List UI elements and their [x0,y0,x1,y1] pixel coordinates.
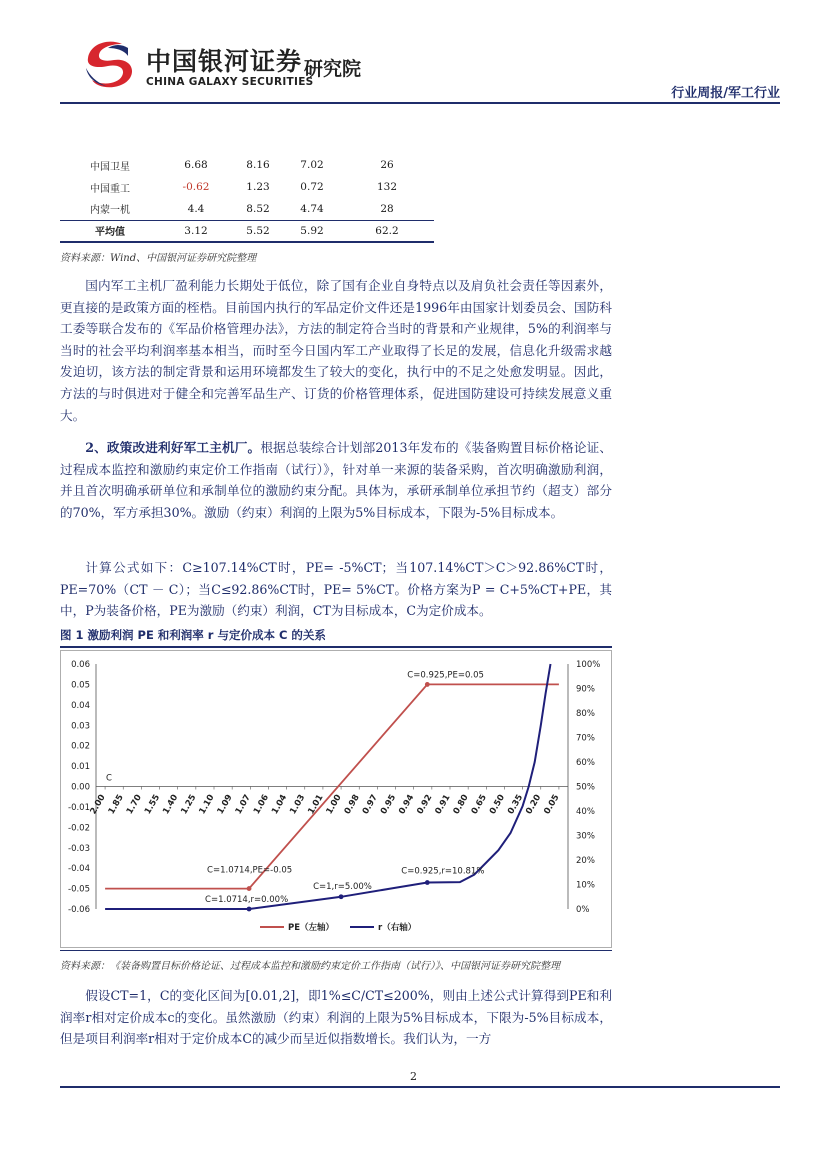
x-tick-label: 1.00 [324,793,344,817]
x-tick-label: 1.85 [106,793,126,817]
x-tick-label: 1.06 [251,793,272,817]
paragraph-policy-improvement [60,437,612,523]
table-cell: 8.16 [246,159,270,171]
figure-title: 图 1 激励利润 PE 和利润率 r 与定价成本 C 的关系 [60,628,326,642]
table-cell: 28 [380,202,394,215]
x-axis-label: C [106,773,112,784]
right-tick-label: 70% [576,733,595,744]
x-tick-label: 0.50 [487,793,508,817]
table-cell: 中国重工 [90,183,130,195]
x-tick-label: 1.70 [124,793,144,817]
left-tick-label: 0.01 [71,762,90,773]
right-tick-label: 50% [576,782,595,793]
data-point-marker [247,886,252,891]
x-tick-label: 1.55 [142,793,163,817]
left-tick-label: -0.01 [68,802,90,813]
x-tick-label: 1.25 [179,793,199,817]
data-label: C=1.0714,r=0.00% [205,895,289,905]
x-tick-label: 0.97 [360,793,380,817]
data-point-marker [339,894,344,899]
page-number: 2 [410,1070,417,1083]
right-tick-label: 100% [576,660,601,670]
left-tick-label: -0.05 [68,884,90,895]
galaxy-logo-icon [78,38,140,90]
table-cell: 4.74 [300,202,324,215]
x-tick-label: 0.20 [524,793,544,817]
x-tick-label: 0.65 [469,793,489,817]
paragraph-assumption: 假设CT=1，C的变化区间为[0.01,2]，即1%≤C/CT≤200%，则由上述公式计算得到PE和利润率r相对定价成本c的变化。虽然激励（约束）利润的上限为5%目标成本，下限为-5%目标成本，但是项目利润率r相对于定价成本C的减少而呈近似指数增长。我们认为，一方 [60,988,612,1047]
report-category: 行业周报/军工行业 [671,86,780,101]
x-tick-label: 1.40 [161,793,181,817]
table-cell: 4.4 [187,202,205,215]
x-tick-label: 1.01 [306,793,326,817]
right-tick-label: 20% [576,856,595,866]
right-tick-label: 0% [576,905,590,915]
table-cell: 8.52 [246,202,270,215]
valuation-table [60,154,434,243]
right-tick-label: 40% [576,807,595,817]
table-cell: 6.68 [184,159,208,171]
x-tick-label: 0.80 [451,793,471,817]
table-cell: 0.72 [300,181,324,193]
x-tick-label: 0.94 [397,793,417,817]
x-tick-label: 0.95 [378,793,399,817]
table-cell: 7.02 [300,159,324,171]
left-tick-label: -0.06 [68,905,90,915]
paragraph-body: 根据总装综合计划部2013年发布的《装备购置目标价格论证、过程成本监控和激励约束定价工作指南（试行）》，针对单一来源的装备采购，首次明确激励利润，并且首次明确承研单位和承制单位的激励约束分配。具体为，承研承制单位承担节约（超支）部分的70%，军方承担30%。激励（约束）利润的上限为5%目标成本，下限为-5%目标成本。 [60,440,612,520]
x-tick-label: 1.09 [215,793,235,817]
x-tick-label: 0.91 [433,793,453,817]
left-tick-label: 0.00 [71,782,90,793]
x-tick-label: 0.98 [342,793,362,817]
legend-r-label: r（右轴） [378,923,417,933]
data-point-marker [247,907,252,912]
table-row [60,198,434,220]
left-tick-label: 0.05 [71,680,90,691]
figure-top-rule [60,646,612,648]
right-tick-label: 90% [576,684,595,695]
left-tick-label: -0.03 [68,843,90,854]
right-tick-label: 10% [576,880,595,891]
institute-label: 研究院 [304,58,362,80]
paragraph-pricing-background: 国内军工主机厂盈利能力长期处于低位，除了国有企业自身特点以及肩负社会责任等因素外，更直接的是政策方面的桎梏。目前国内执行的军品定价文件还是1996年由国家计划委员会、国防科工委等联合发布的《军品价格管理办法》，方法的制定符合当时的背景和产业规律，5%的利润率与当时的社会平均利润率基本相当，而时至今日国内军工产业取得了长足的发展，信息化升级需求越发迫切，该方法的制定背景和运用环境都发生了较大的变化，执行中的不足之处愈发明显。因此，方法的与时俱进对于健全和完善军品生产、订货的价格管理体系，促进国防建设可持续发展意义重大。 [60,278,612,423]
paragraph-formula: 计算公式如下：C≥107.14%CT时，PE= -5%CT；当107.14%CT＞C＞92.86%CT时，PE=70%（CT － C）；当C≤92.86%CT时，PE= 5%CT。价格方案为P = C+5%CT+PE，其中，P为装备价格，PE为激励（约束）利润，CT为目标成本，C为定价成本。 [60,560,612,619]
figure-source-note: 资料来源：《装备购置目标价格论证、过程成本监控和激励约束定价工作指南（试行）》、中国银河证券研究院整理 [60,961,560,972]
legend-pe-label: PE（左轴） [288,923,335,933]
table-row [60,154,434,176]
x-tick-label: 1.10 [197,793,217,817]
right-tick-label: 60% [576,758,595,768]
left-tick-label: 0.03 [71,721,90,732]
table-cell: 1.23 [246,181,270,193]
left-tick-label: -0.04 [68,864,90,875]
page-header [60,36,780,102]
table-cell: 3.12 [160,220,232,242]
company-name-cn: 中国银河证券 [146,47,303,76]
x-tick-label: 1.07 [233,793,253,817]
right-tick-label: 80% [576,709,595,719]
figure-bottom-rule [60,950,612,951]
left-tick-label: 0.06 [71,660,90,670]
table-row-average [60,220,434,242]
header-divider [60,102,780,104]
table-cell: 中国卫星 [90,161,130,173]
table-row [60,176,434,198]
x-tick-label: 0.35 [506,793,526,817]
data-point-marker [425,880,430,885]
right-tick-label: 30% [576,831,595,842]
table-cell: 5.52 [232,220,284,242]
x-tick-label: 1.04 [270,793,290,817]
table-cell: 132 [376,181,398,193]
table-source-note: 资料来源：Wind、中国银河证券研究院整理 [60,253,257,264]
footer-divider [60,1086,780,1088]
table-cell: 平均值 [60,220,160,242]
left-tick-label: -0.02 [68,823,90,834]
table-cell: 5.92 [284,220,340,242]
left-tick-label: 0.02 [71,741,90,752]
paragraph-heading: 2、政策改进利好军工主机厂。 [85,440,261,455]
table-cell: 内蒙一机 [90,205,130,217]
data-label: C=1,r=5.00% [313,881,372,892]
data-point-marker [425,682,430,687]
x-tick-label: 2.00 [88,793,108,817]
pe-r-chart [60,650,612,948]
data-label: C=0.925,r=10.81% [401,866,485,877]
data-label: C=1.0714,PE=-0.05 [207,865,293,876]
x-tick-label: 0.05 [542,793,562,817]
table-cell: 62.2 [340,220,434,242]
left-tick-label: 0.04 [71,700,90,711]
table-cell: 26 [380,159,394,171]
data-label: C=0.925,PE=0.05 [407,670,484,681]
table-cell-negative: -0.62 [182,181,210,193]
company-name-en: CHINA GALAXY SECURITIES [146,76,314,88]
x-tick-label: 0.92 [415,793,435,817]
x-tick-label: 1.03 [288,793,308,817]
